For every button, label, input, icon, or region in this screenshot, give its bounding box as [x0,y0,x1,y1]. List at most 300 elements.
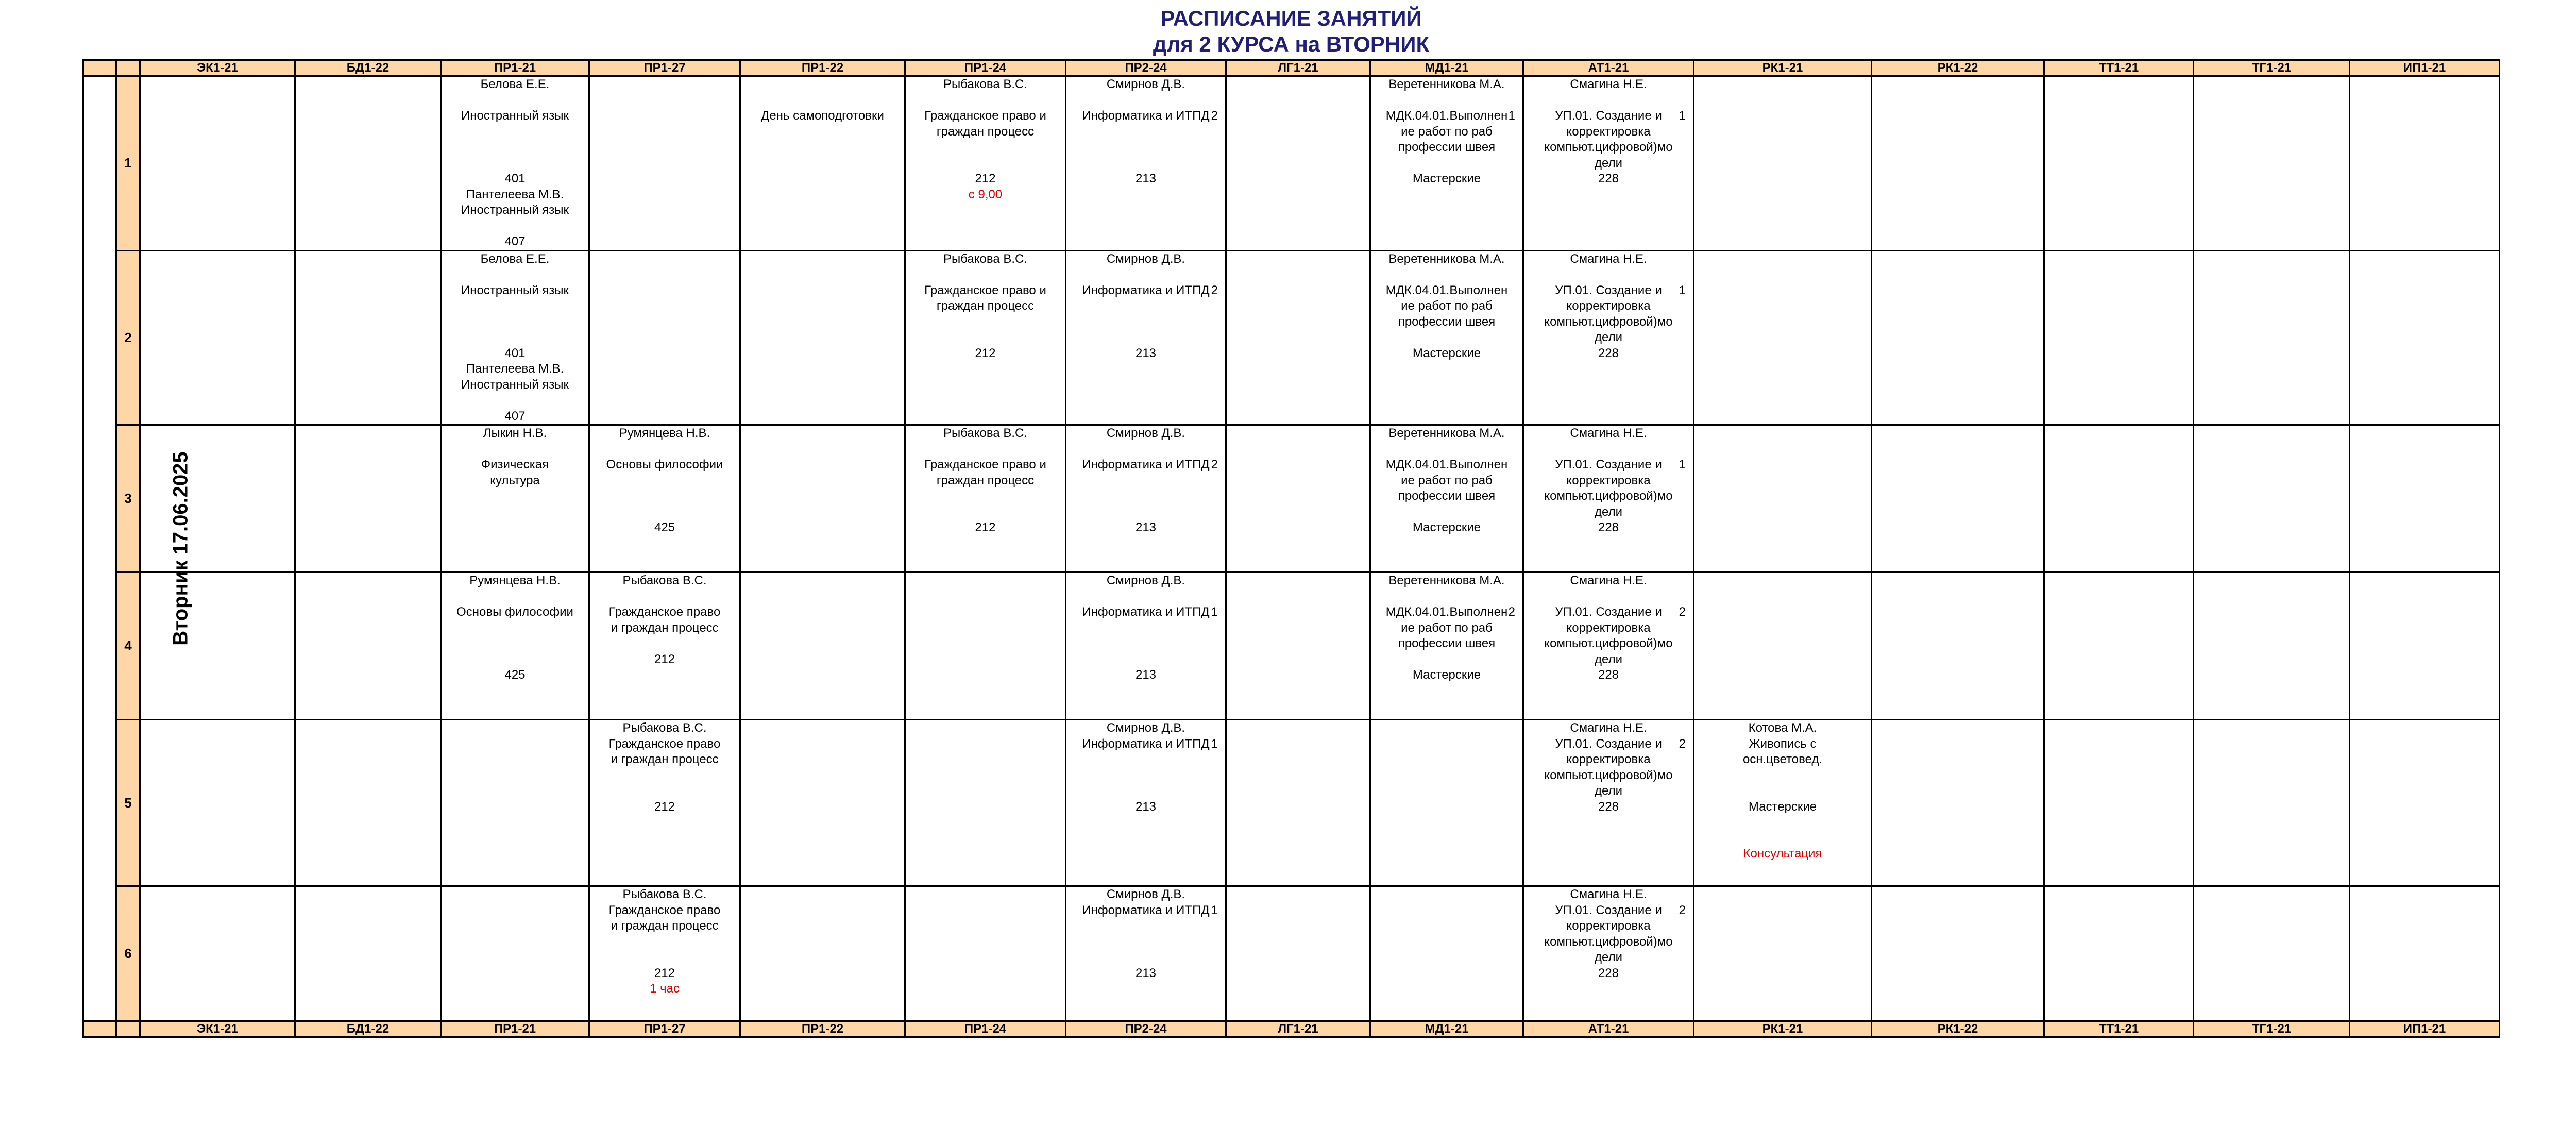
cell-line: 212 [975,520,996,534]
cell-line: граждан процесс [936,473,1035,487]
schedule-cell [1872,250,2044,425]
cell-line: 407 [504,234,526,248]
cell-line: Рыбакова В.С. [943,426,1028,440]
cell-line: Смирнов Д.В. [1106,721,1185,735]
cell-line: 228 [1598,668,1619,682]
schedule-cell [1523,720,1694,886]
schedule-cell [1226,76,1370,251]
cell-line: 401 [504,346,526,360]
cell-line [1066,752,1225,768]
cell-line: Иностранный язык [461,377,569,392]
schedule-table [82,59,2500,1038]
schedule-cell [1226,720,1370,886]
schedule-cell [140,425,295,573]
schedule-cell [1872,886,2044,1021]
schedule-cell [2194,425,2350,573]
cell-line [741,93,904,109]
schedule-cell [740,76,905,251]
schedule-cell [2194,250,2350,425]
schedule-cell [1523,425,1694,573]
schedule-cell [441,76,589,251]
schedule-cell [905,573,1066,720]
cell-line [906,267,1065,283]
cell-line [590,950,739,966]
lesson-count: 2 [1508,605,1515,619]
cell-line: Информатика и ИТПД [1082,903,1210,917]
group-header: ПР1-27 [589,60,740,76]
cell-line [1371,589,1522,605]
cell-line [906,140,1065,156]
cell-line: Рыбакова В.С. [622,721,707,735]
cell-line [442,298,588,314]
schedule-cell [441,425,589,573]
cell-line: УП.01. Создание и [1555,605,1662,619]
schedule-title: РАСПИСАНИЕ ЗАНЯТИЙ [1160,6,1422,30]
cell-line: 212 [975,346,996,360]
group-header: ИП1-21 [2350,60,2500,76]
cell-line: дели [1595,950,1622,964]
schedule-cell [1066,76,1226,251]
cell-line [1524,442,1693,458]
schedule-cell [1370,573,1523,720]
cell-line: корректировка [1566,124,1651,139]
cell-line [442,218,588,234]
schedule-cell [140,886,295,1021]
cell-line: Физическая [481,458,549,472]
lesson-count: 1 [1211,736,1218,751]
cell-line: Пантелеева М.В. [466,187,564,201]
cell-line [1066,330,1225,346]
cell-line: УП.01. Создание и [1555,283,1662,297]
schedule-cell [1066,250,1226,425]
cell-line [442,652,588,668]
schedule-cell [140,573,295,720]
lesson-count: 2 [1211,458,1218,472]
cell-line: Смирнов Д.В. [1106,574,1185,587]
schedule-cell [1066,573,1226,720]
cell-line: культура [490,473,540,487]
cell-line [1066,934,1225,950]
lesson-count: 1 [1679,109,1686,123]
cell-line [442,93,588,109]
cell-line: Рыбакова В.С. [622,887,707,901]
cell-line: дели [1595,652,1622,666]
day-label: Вторник 17.06.2025 [169,451,192,646]
cell-line: Смирнов Д.В. [1106,77,1185,91]
schedule-cell [1523,886,1694,1021]
cell-line: ие работ по раб [1401,620,1493,635]
cell-line: профессии швея [1398,314,1496,329]
cell-line [442,267,588,283]
schedule-cell [1226,886,1370,1021]
cell-line: Пантелеева М.В. [466,362,564,376]
cell-line: Гражданское право [608,605,721,619]
schedule-cell [2350,250,2500,425]
cell-line [1524,93,1693,109]
cell-line [1066,473,1225,489]
schedule-cell [2194,573,2350,720]
cell-line: Смагина Н.Е. [1570,721,1647,735]
period-number: 2 [116,250,140,425]
cell-line: Мастерские [1412,172,1481,186]
schedule-cell [295,250,441,425]
cell-line: Мастерские [1748,799,1817,814]
cell-line [1371,156,1522,172]
group-header: ТГ1-21 [2194,1021,2350,1037]
schedule-cell [2350,76,2500,251]
group-header: РК1-21 [1694,1021,1872,1037]
cell-line: УП.01. Создание и [1555,109,1662,123]
cell-line: компьют.цифровой)мо [1544,768,1673,782]
schedule-cell [295,76,441,251]
schedule-cell [905,250,1066,425]
schedule-cell [589,886,740,1021]
cell-line: Информатика и ИТПД [1082,458,1210,472]
schedule-cell [905,886,1066,1021]
schedule-cell [905,720,1066,886]
cell-line: Гражданское право и [924,109,1046,123]
cell-line: ие работ по раб [1401,473,1493,487]
cell-line: Живопись с [1749,736,1817,751]
cell-line: МДК.04.01.Выполнен [1385,458,1508,472]
schedule-cell [441,250,589,425]
cell-line [906,489,1065,504]
cell-line: Смагина Н.Е. [1570,426,1647,440]
cell-line: 212 [975,172,996,186]
schedule-subtitle: для 2 КУРСА на ВТОРНИК [1153,32,1430,56]
group-header: РК1-22 [1872,1021,2044,1037]
cell-line: Основы философии [606,458,723,472]
cell-line: Иностранный язык [461,203,569,217]
cell-line: с 9,00 [968,187,1003,201]
schedule-cell [441,720,589,886]
schedule-cell [1066,886,1226,1021]
schedule-cell [1694,76,1872,251]
cell-line [1066,652,1225,668]
cell-line [1066,93,1225,109]
cell-line [1371,442,1522,458]
cell-line [1066,442,1225,458]
schedule-cell [1523,573,1694,720]
schedule-cell [441,573,589,720]
cell-line [1371,652,1522,668]
day-label-cell [83,76,192,1021]
cell-line: День самоподготовки [761,109,884,123]
schedule-cell [589,250,740,425]
schedule-cell [1694,425,1872,573]
period-row [83,76,2500,251]
cell-line [1066,124,1225,140]
schedule-cell [1872,720,2044,886]
cell-line [590,489,739,504]
group-header: ПР2-24 [1066,1021,1226,1037]
group-header: БД1-22 [295,1021,441,1037]
schedule-cell [441,886,589,1021]
schedule-cell [740,720,905,886]
cell-line: Информатика и ИТПД [1082,605,1210,619]
lesson-count: 2 [1211,283,1218,297]
cell-line: профессии швея [1398,636,1496,650]
cell-line [590,473,739,489]
cell-line: 425 [654,520,675,534]
cell-line: 212 [654,652,675,666]
cell-line [1066,314,1225,330]
group-header: ПР1-24 [905,60,1066,76]
cell-line: Гражданское право [608,903,721,917]
group-header: ЭК1-21 [140,60,295,76]
corner-cell [83,60,116,76]
cell-line [1694,831,1871,847]
cell-line: ие работ по раб [1401,299,1493,313]
cell-line: корректировка [1566,299,1651,313]
cell-line: 213 [1135,520,1157,534]
group-header: РК1-21 [1694,60,1872,76]
group-header: ПР1-27 [589,1021,740,1037]
cell-line [906,504,1065,520]
group-header: АТ1-21 [1523,1021,1694,1037]
cell-line: 407 [504,409,526,423]
cell-line: Смирнов Д.В. [1106,426,1185,440]
cell-line [741,77,904,93]
cell-line: УП.01. Создание и [1555,736,1662,751]
cell-line: 228 [1598,520,1619,534]
group-header: ЭК1-21 [140,1021,295,1037]
cell-line [906,314,1065,330]
schedule-cell [1694,720,1872,886]
cell-line: компьют.цифровой)мо [1544,636,1673,650]
schedule-cell [2194,720,2350,886]
cell-line: Котова М.А. [1748,721,1817,735]
schedule-cell [1523,250,1694,425]
group-header: ЛГ1-21 [1226,60,1370,76]
cell-line [1371,330,1522,346]
group-header: РК1-22 [1872,60,2044,76]
cell-line [442,589,588,605]
schedule-cell [589,425,740,573]
cell-line: 228 [1598,966,1619,980]
schedule-cell [905,425,1066,573]
schedule-cell [1872,425,2044,573]
corner-cell [83,1021,116,1037]
group-header: ПР1-21 [441,60,589,76]
cell-line: профессии швея [1398,140,1496,154]
lesson-count: 1 [1508,109,1515,123]
cell-line [590,589,739,605]
cell-line [1694,768,1871,784]
cell-line [1066,298,1225,314]
cell-line: Информатика и ИТПД [1082,109,1210,123]
cell-line: 213 [1135,799,1157,814]
cell-line [590,768,739,784]
cell-line: и граждан процесс [611,620,719,635]
schedule-cell [2044,76,2194,251]
cell-line: 228 [1598,346,1619,360]
cell-line: Смагина Н.Е. [1570,574,1647,587]
group-header: МД1-21 [1370,1021,1523,1037]
cell-line [1524,267,1693,283]
cell-line: Румянцева Н.В. [619,426,710,440]
cell-line [590,504,739,520]
cell-line [590,636,739,652]
cell-line: Иностранный язык [461,109,569,123]
cell-line [1066,489,1225,504]
cell-line: 425 [504,668,526,682]
cell-line: компьют.цифровой)мо [1544,140,1673,154]
schedule-cell [1226,250,1370,425]
cell-line: Смагина Н.Е. [1570,887,1647,901]
cell-line: дели [1595,784,1622,798]
cell-line: корректировка [1566,919,1651,933]
cell-line [442,330,588,346]
schedule-cell [2044,720,2194,886]
cell-line: МДК.04.01.Выполнен [1385,283,1508,297]
schedule-cell [2350,573,2500,720]
cell-line [442,620,588,636]
schedule-cell [1872,573,2044,720]
cell-line: 213 [1135,346,1157,360]
cell-line [442,314,588,330]
cell-line [906,330,1065,346]
schedule-cell [2044,573,2194,720]
cell-line [442,393,588,409]
lesson-count: 1 [1211,903,1218,917]
cell-line: Основы философии [456,605,573,619]
cell-line: Смирнов Д.В. [1106,887,1185,901]
schedule-cell [295,720,441,886]
cell-line [590,783,739,799]
cell-line: дели [1595,504,1622,519]
schedule-cell [1694,573,1872,720]
cell-line: 1 час [650,982,680,996]
schedule-cell [740,425,905,573]
schedule-cell [740,573,905,720]
cell-line: профессии швея [1398,489,1496,503]
cell-line: Рыбакова В.С. [943,77,1028,91]
cell-line: Информатика и ИТПД [1082,736,1210,751]
cell-line: МДК.04.01.Выполнен [1385,109,1508,123]
period-row [83,573,2500,720]
cell-line [1371,93,1522,109]
group-header: АТ1-21 [1523,60,1694,76]
cell-line [442,442,588,458]
schedule-cell [1370,76,1523,251]
schedule-cell [2350,886,2500,1021]
cell-line [1066,620,1225,636]
cell-line [442,156,588,172]
lesson-count: 2 [1679,903,1686,917]
cell-line: Веретенникова М.А. [1388,426,1505,440]
group-header-row [83,60,2500,76]
schedule-cell [140,76,295,251]
cell-line [906,156,1065,172]
cell-line [1524,589,1693,605]
cell-line: 213 [1135,966,1157,980]
period-row [83,250,2500,425]
schedule-cell [905,76,1066,251]
lesson-count: 1 [1679,458,1686,472]
schedule-cell [1226,425,1370,573]
cell-line [590,442,739,458]
group-header: БД1-22 [295,60,441,76]
cell-line [590,934,739,950]
schedule-cell [1066,425,1226,573]
cell-line: компьют.цифровой)мо [1544,934,1673,949]
period-number: 4 [116,573,140,720]
cell-line: 212 [654,799,675,814]
cell-line [1371,504,1522,520]
schedule-cell [2044,425,2194,573]
cell-line: Веретенникова М.А. [1388,574,1505,587]
period-row [83,886,2500,1021]
cell-line [442,636,588,652]
cell-line: Смагина Н.Е. [1570,251,1647,266]
cell-line [1066,156,1225,172]
period-number: 1 [116,76,140,251]
cell-line [442,140,588,156]
group-header: ИП1-21 [2350,1021,2500,1037]
schedule-cell [295,573,441,720]
cell-line: Консультация [1743,847,1822,861]
cell-line: Веретенникова М.А. [1388,77,1505,91]
schedule-cell [295,886,441,1021]
cell-line [906,442,1065,458]
cell-line: Смирнов Д.В. [1106,251,1185,266]
cell-line: дели [1595,156,1622,170]
group-header: ПР1-22 [740,1021,905,1037]
schedule-cell [1694,250,1872,425]
cell-line: корректировка [1566,620,1651,635]
group-header: ПР1-21 [441,1021,589,1037]
cell-line: Информатика и ИТПД [1082,283,1210,297]
cell-line [1694,783,1871,799]
schedule-cell [2350,720,2500,886]
cell-line: УП.01. Создание и [1555,458,1662,472]
cell-line: и граждан процесс [611,919,719,933]
schedule-cell [1872,76,2044,251]
cell-line [1066,636,1225,652]
schedule-cell [2194,76,2350,251]
cell-line [1066,918,1225,934]
cell-line [1066,140,1225,156]
schedule-cell [1370,886,1523,1021]
schedule-cell [1066,720,1226,886]
cell-line [1066,783,1225,799]
cell-line: Мастерские [1412,520,1481,534]
cell-line: компьют.цифровой)мо [1544,489,1673,503]
cell-line: Рыбакова В.С. [943,251,1028,266]
period-row [83,425,2500,573]
period-number: 6 [116,886,140,1021]
schedule-cell [1523,76,1694,251]
schedule-cell [1370,720,1523,886]
cell-line [1066,768,1225,784]
schedule-cell [140,720,295,886]
schedule-cell [1370,425,1523,573]
cell-line: Веретенникова М.А. [1388,251,1505,266]
period-row [83,720,2500,886]
cell-line: корректировка [1566,752,1651,766]
lesson-count: 2 [1679,736,1686,751]
cell-line: Мастерские [1412,668,1481,682]
schedule-cell [589,76,740,251]
cell-line: граждан процесс [936,299,1035,313]
cell-line: компьют.цифровой)мо [1544,314,1673,329]
cell-line: 213 [1135,172,1157,186]
schedule-cell [740,886,905,1021]
group-header: МД1-21 [1370,60,1523,76]
schedule-cell [2044,250,2194,425]
period-number: 3 [116,425,140,573]
